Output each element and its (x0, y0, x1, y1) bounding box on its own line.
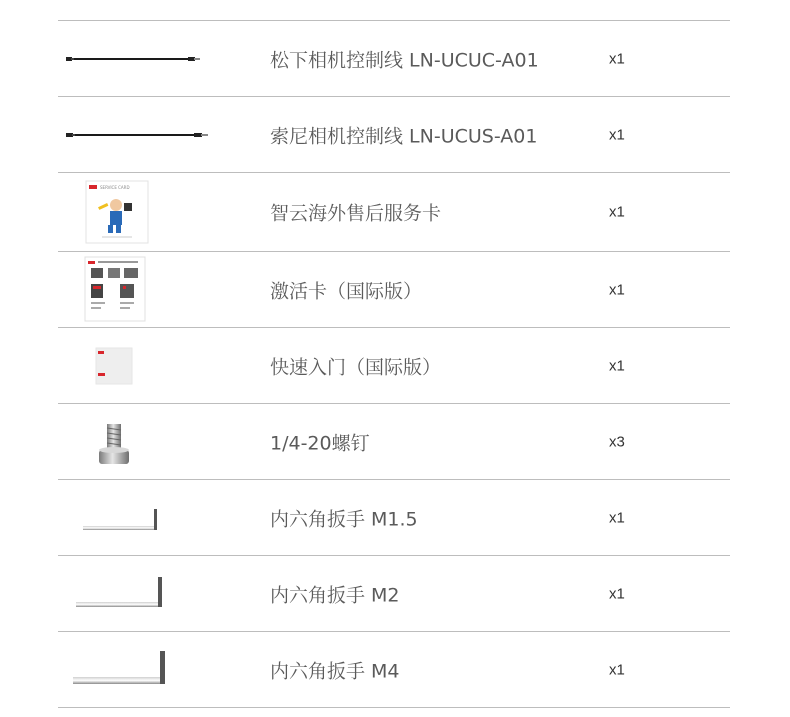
item-name: 索尼相机控制线 LN-UCUS-A01 (270, 125, 538, 147)
item-name: 松下相机控制线 LN-UCUC-A01 (270, 49, 539, 71)
quick-start-guide-icon (58, 328, 210, 403)
list-item (58, 173, 730, 251)
cable-icon (58, 21, 210, 96)
item-quantity: x1 (609, 203, 625, 221)
item-name: 1/4-20螺钉 (270, 432, 370, 454)
cable-icon (58, 97, 210, 172)
item-quantity: x1 (609, 661, 625, 678)
item-quantity: x1 (609, 281, 625, 298)
list-item (58, 252, 730, 327)
item-name: 内六角扳手 M4 (270, 660, 400, 682)
service-card-icon (58, 173, 210, 251)
item-quantity: x3 (609, 433, 625, 450)
list-item (58, 480, 730, 555)
item-name: 智云海外售后服务卡 (270, 202, 442, 225)
item-quantity: x1 (609, 357, 625, 374)
list-item (58, 21, 730, 96)
item-quantity: x1 (609, 509, 625, 526)
activation-card-icon (58, 252, 210, 327)
list-item (58, 97, 730, 172)
list-item (58, 404, 730, 479)
item-quantity: x1 (609, 585, 625, 602)
card-text: SERVICE CARD (100, 185, 130, 190)
item-name: 内六角扳手 M1.5 (270, 508, 418, 530)
list-item (58, 632, 730, 707)
hex-wrench-icon (58, 632, 210, 707)
hex-wrench-icon (58, 556, 210, 631)
item-name: 快速入门（国际版） (270, 356, 442, 378)
hex-wrench-icon (58, 480, 210, 555)
screw-icon (58, 404, 210, 479)
list-item (58, 328, 730, 403)
item-name: 激活卡（国际版） (270, 280, 423, 302)
divider (58, 707, 730, 708)
list-item (58, 556, 730, 631)
packing-list (58, 20, 730, 708)
item-quantity: x1 (609, 50, 625, 67)
item-quantity: x1 (609, 126, 625, 143)
item-name: 内六角扳手 M2 (270, 584, 400, 606)
